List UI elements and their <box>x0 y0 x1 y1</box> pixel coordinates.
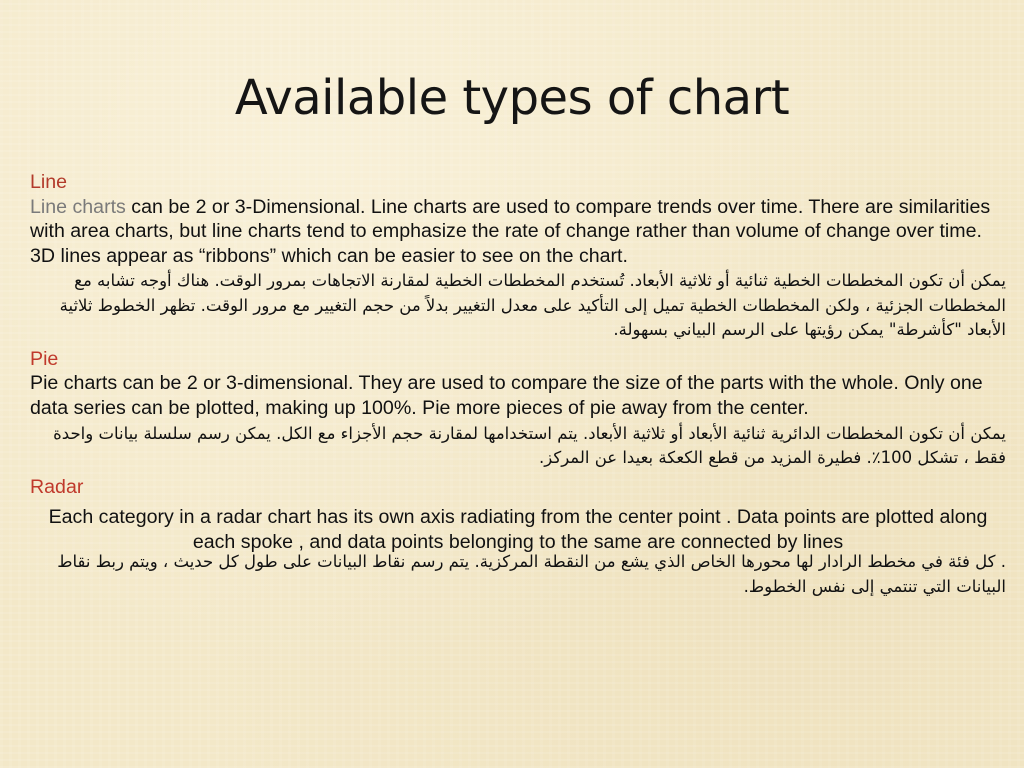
line-charts-highlight: Line charts <box>30 195 126 218</box>
pie-english-paragraph: Pie charts can be 2 or 3-dimensional. They are used to compare the size of the parts with the whole. Only one data series can be plotted, making up 100%. Pie more pieces of pie away from the center. <box>30 372 983 420</box>
radar-english-paragraph: Each category in a radar chart has its own axis radiating from the center point . Data points are plotted along each spoke , and data points belonging to the same are connected by lines <box>48 506 988 553</box>
line-heading: Line <box>30 171 68 193</box>
line-arabic-paragraph: يمكن أن تكون المخططات الخطية ثنائية أو ثلاثية الأبعاد. تُستخدم المخططات الخطية لمقارنة الاتجاهات بمرور الوقت. هناك أوجه تشابه مع المخططات الجزئية ، ولكن المخططات الخطية تميل إلى التأكيد على معدل التغيير بدلاً من حجم التغيير مع مرور الوقت. تظهر الخطوط ثلاثية الأبعاد "كأشرطة" يمكن رؤيتها على الرسم البياني بسهولة. <box>59 271 1006 340</box>
line-english-text: can be 2 or 3-Dimensional. Line charts are used to compare trends over time. There are similarities with area charts, but line charts tend to emphasize the rate of change rather than volume of change over time. 3D lines appear as “ribbons” which can be easier to see on the chart. <box>30 195 991 267</box>
radar-arabic-paragraph: . كل فئة في مخطط الرادار لها محورها الخاص الذي يشع من النقطة المركزية. يتم رسم نقاط البيانات على طول كل حديث ، ويتم ربط نقاط البيانات التي تنتمي إلى نفس الخطوط. <box>57 552 1006 596</box>
slide-body <box>30 170 1006 599</box>
pie-arabic-paragraph: يمكن أن تكون المخططات الدائرية ثنائية الأبعاد أو ثلاثية الأبعاد. يتم استخدامها لمقارنة حجم الأجزاء مع الكل. يمكن رسم سلسلة بيانات واحدة فقط ، تشكل 100٪. فطيرة المزيد من قطع الكعكة بعيدا عن المركز. <box>53 423 1006 468</box>
line-english-paragraph <box>30 195 1006 269</box>
radar-heading: Radar <box>30 475 84 498</box>
pie-heading: Pie <box>30 347 59 370</box>
slide-title: Available types of chart <box>234 70 790 126</box>
